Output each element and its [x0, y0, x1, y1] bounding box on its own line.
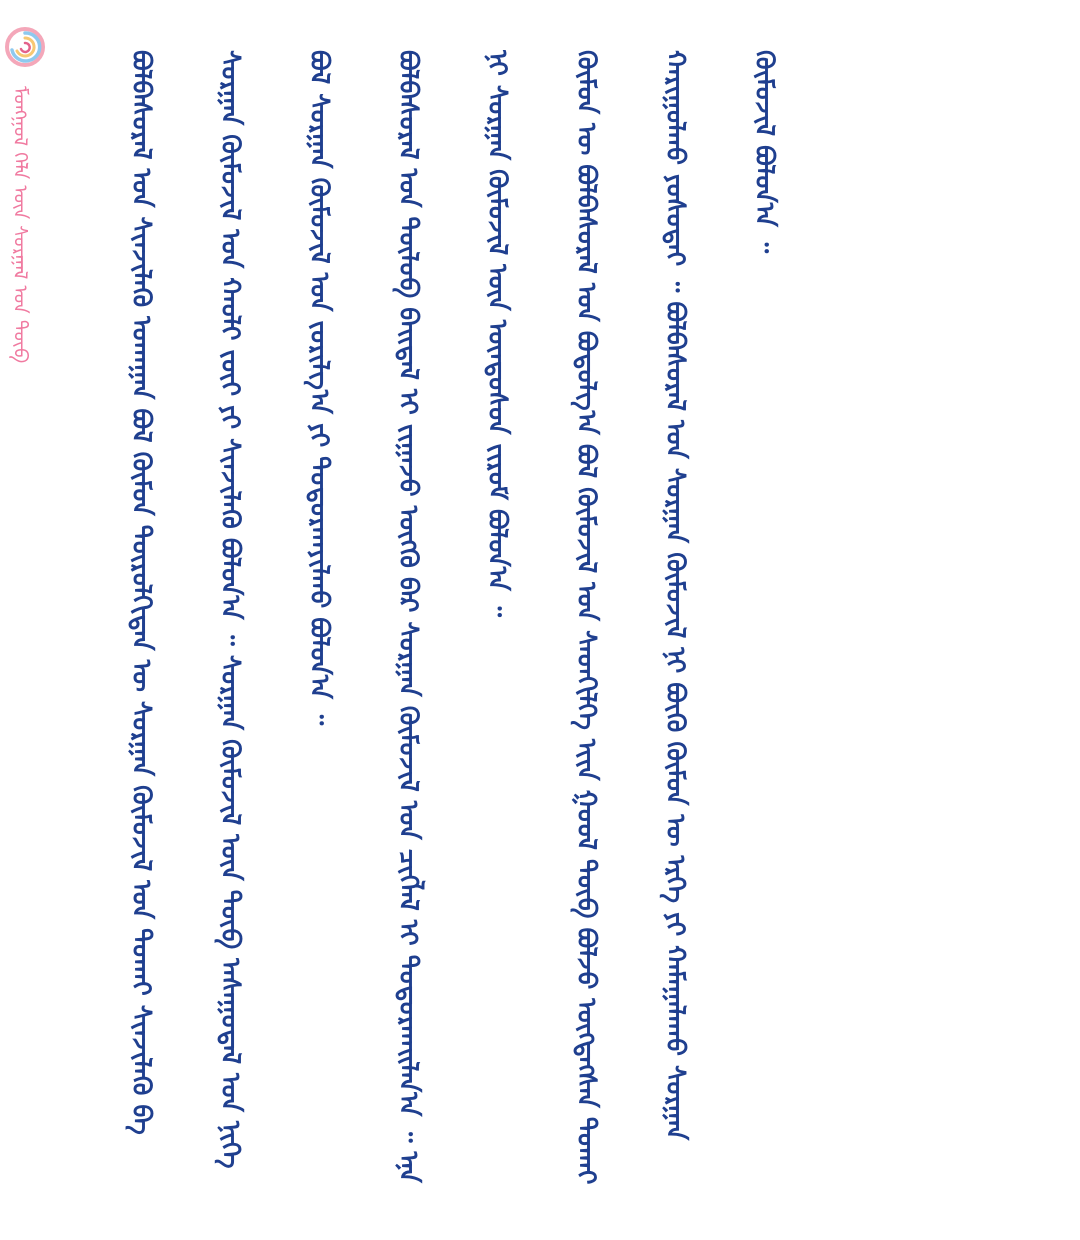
brand-header — [0, 26, 60, 426]
swirl-logo-icon — [4, 26, 46, 68]
article-body — [96, 50, 1006, 1200]
paragraph: ᠪᠤᠯᠪᠠᠰᠤᠷᠠᠯ ᠤᠨ ᠲᠥᠯᠥᠪ ᠪᠠᠢᠳᠠᠯ ᠢ ᠵᠢᠭᠠᠵᠤ ᠥᠭᠬᠦ ᠪᠡᠷ ᠰᠤᠷᠭᠠᠨ ᠬᠥᠮᠦᠵᠢᠯ ᠤᠨ ᠴᠢᠭᠯᠡᠯ ᠢ ᠲᠣᠳᠤᠷᠬᠠᠢᠯᠠᠨ᠎ᠠ ᠃ ᠡᠨᠡ ᠨᠢ ᠰᠤᠷᠭᠠᠨ ᠬᠥᠮᠦᠵᠢᠯ ᠦᠨ ᠦᠨᠳᠦᠰᠦᠨ ᠵᠢᠷᠤᠮ ᠪᠤᠯᠤᠨ᠎ᠠ ᠃ — [393, 50, 512, 1183]
paragraph: ᠪᠤᠯᠪᠠᠰᠤᠷᠠᠯ ᠤᠨ ᠰᠢᠨᠵᠢᠯᠡᠬᠦ ᠤᠬᠠᠭᠠᠨ ᠪᠣᠯ ᠬᠦᠮᠦᠨ ᠲᠥᠷᠥᠯᠬᠢᠲᠡᠨ ᠦ ᠰᠤᠷᠭᠠᠨ ᠬᠥᠮᠦᠵᠢᠯ ᠤᠨ ᠲᠤᠬᠠᠢ ᠰᠢᠨᠵᠢᠯᠡᠬᠦ ᠪᠠ ᠰᠤᠷᠭᠠᠨ ᠬᠥᠮᠦᠵᠢᠯ ᠤᠨ ᠬᠠᠤᠯᠢ ᠵᠦᠢ ᠶᠢ ᠰᠢᠨᠵᠢᠯᠡᠬᠦ ᠪᠣᠯᠤᠨ᠎ᠠ ᠃ ᠰᠤᠷᠭᠠᠨ ᠬᠥᠮᠦᠵᠢᠯ ᠦᠨ ᠲᠥᠪ ᠠᠰᠠᠭᠤᠳᠠᠯ ᠤᠨ ᠨᠢᠭᠡ ᠪᠣᠯ ᠰᠤᠷᠭᠠᠨ ᠬᠥᠮᠦᠵᠢᠯ ᠤᠨ ᠵᠣᠷᠢᠯᠭ᠎ᠠ ᠶᠢ ᠲᠣᠳᠤᠷᠬᠠᠶᠢᠯᠬᠤ ᠪᠤᠯᠤᠨ᠎ᠠ ᠃ — [126, 50, 334, 1169]
brand-caption: ᠮᠣᠩᠭᠣᠯ ᠬᠡᠯᠡ ᠦᠨ ᠰᠤᠷᠭᠠᠯ ᠤᠨ ᠲᠥᠪ — [9, 86, 31, 364]
paragraph: ᠬᠦᠮᠦᠨ ᠦ ᠪᠤᠯᠪᠠᠰᠤᠷᠠᠯ ᠤᠨ ᠪᠣᠳᠤᠯᠭ᠎ᠠ ᠪᠣᠯ ᠬᠦᠮᠦᠵᠢᠯ ᠤᠨ ᠰᠡᠳᠬᠢᠯᠭᠡ ᠢᠢᠨ ᠭᠣᠣᠯ ᠲᠥᠪ ᠪᠣᠯᠵᠤ ᠥᠭᠳᠡᠭᠰᠡᠨ ᠲᠤᠬᠠᠢ ᠬᠠᠷᠢᠭᠤᠯᠬᠤ ᠶᠣᠰᠤᠲᠠᠢ ᠃ ᠪᠤᠯᠪᠠᠰᠤᠷᠠᠯ ᠤᠨ ᠰᠤᠷᠭᠠᠨ ᠬᠥᠮᠦᠵᠢᠯ ᠨᠢ ᠪᠦᠬᠦ ᠬᠦᠮᠦᠨ ᠦ ᠡᠷᠬᠡ ᠶᠢ ᠬᠠᠮᠠᠭᠠᠯᠠᠬᠤ ᠰᠤᠷᠭᠠᠨ ᠬᠥᠮᠦᠵᠢᠯ ᠪᠣᠯᠤᠨ᠎ᠠ ᠃ — [571, 50, 779, 1185]
